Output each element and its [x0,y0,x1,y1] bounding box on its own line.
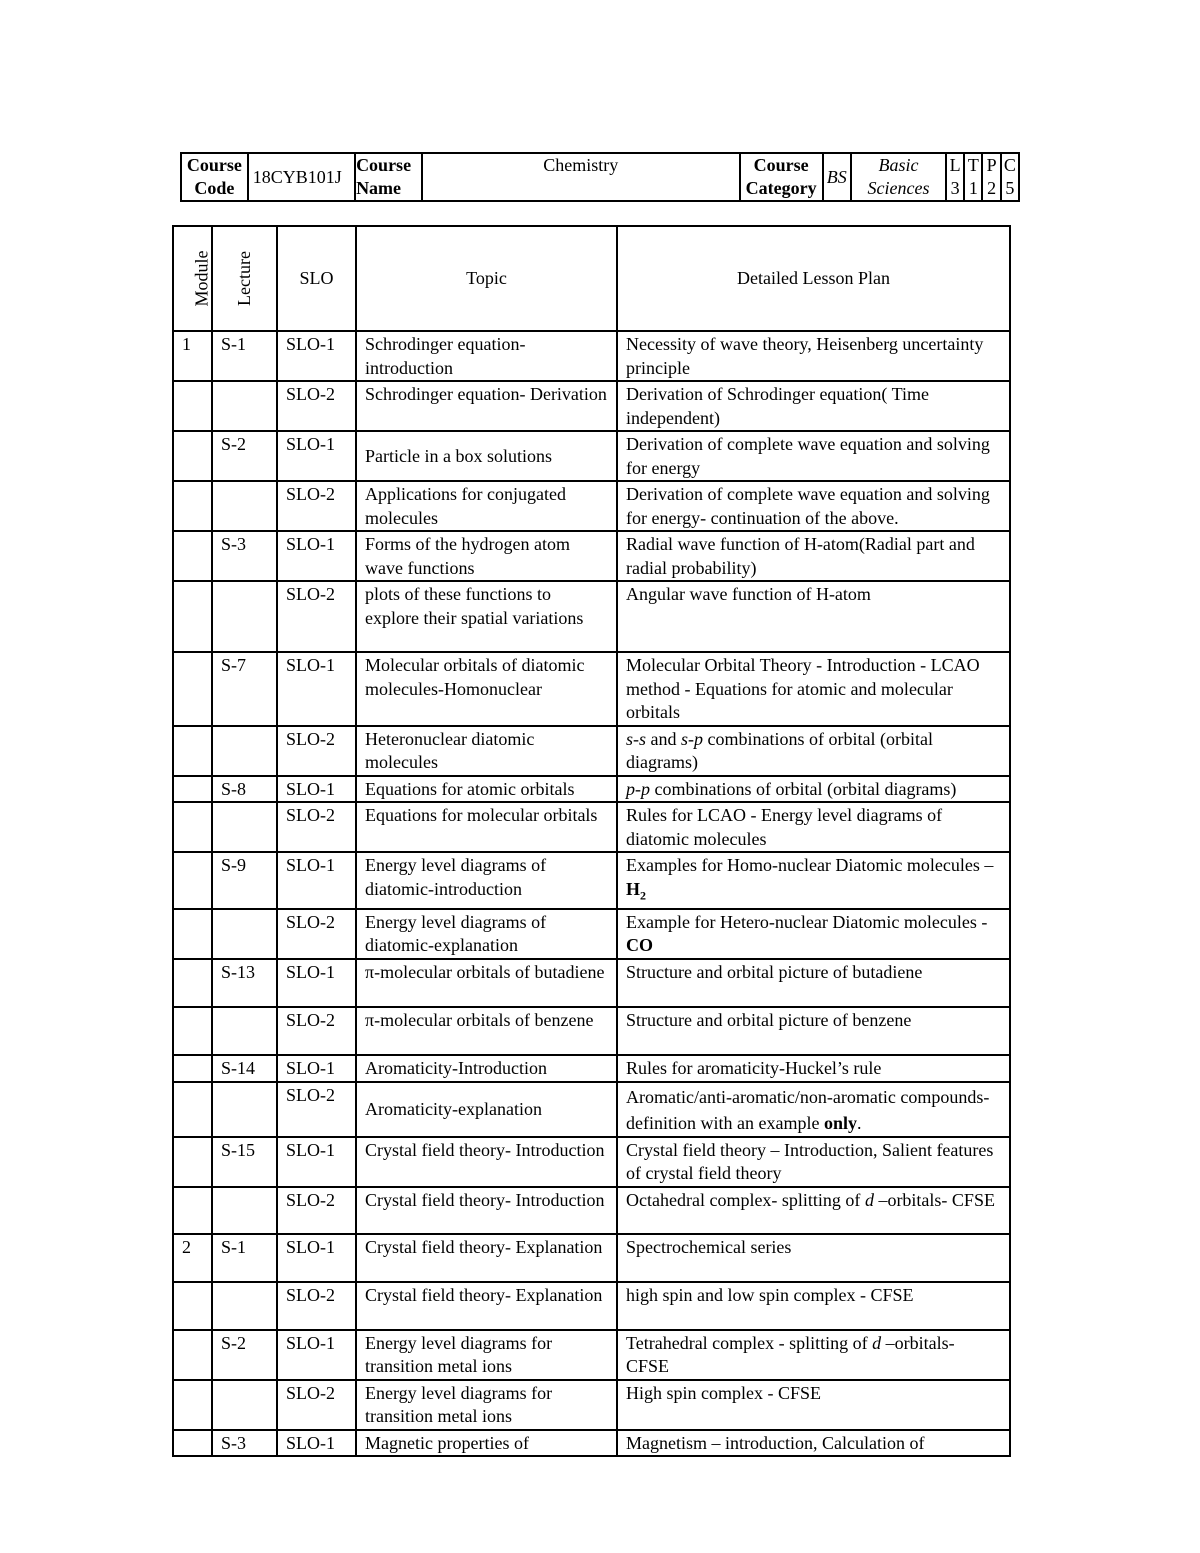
col-header-lecture: Lecture [212,226,277,331]
table-row [173,959,1010,1007]
table-row [173,1007,1010,1055]
module-cell [173,431,212,481]
topic-cell: Aromaticity-explanation [356,1082,617,1137]
lecture-cell: S-3 [212,531,277,581]
plan-cell: p-p combinations of orbital (orbital diagrams) [617,776,1010,803]
lecture-cell: S-9 [212,852,277,909]
topic-cell: Molecular orbitals of diatomic molecules-Homonuclear [356,652,617,726]
table-row [173,1282,1010,1330]
slo-cell: SLO-2 [277,726,356,776]
slo-cell: SLO-1 [277,531,356,581]
module-cell [173,776,212,803]
ltpc-t: T 1 [964,153,982,201]
topic-cell: Aromaticity-Introduction [356,1055,617,1082]
topic-cell: Schrodinger equation-introduction [356,331,617,381]
module-cell [173,1082,212,1137]
topic-cell: Applications for conjugated molecules [356,481,617,531]
slo-cell: SLO-2 [277,1187,356,1234]
lecture-cell [212,381,277,431]
table-row [173,581,1010,652]
plan-cell: Spectrochemical series [617,1234,1010,1282]
table-row [173,431,1010,481]
slo-cell: SLO-1 [277,959,356,1007]
table-row [173,331,1010,381]
slo-cell: SLO-2 [277,1082,356,1137]
plan-cell: Radial wave function of H-atom(Radial part and radial probability) [617,531,1010,581]
ltpc-l: L 3 [946,153,964,201]
lecture-cell [212,1187,277,1234]
table-row [173,852,1010,909]
table-row [173,1234,1010,1282]
slo-cell: SLO-1 [277,1055,356,1082]
slo-cell: SLO-1 [277,1330,356,1380]
table-row [173,1055,1010,1082]
module-cell [173,531,212,581]
table-row [173,776,1010,803]
lecture-cell: S-8 [212,776,277,803]
topic-cell: Equations for atomic orbitals [356,776,617,803]
lesson-plan-table [172,225,1011,1457]
module-cell [173,852,212,909]
plan-cell: Structure and orbital picture of benzene [617,1007,1010,1055]
plan-cell: s-s and s-p combinations of orbital (orbital diagrams) [617,726,1010,776]
table-row [173,1082,1010,1137]
plan-cell: Necessity of wave theory, Heisenberg uncertainty principle [617,331,1010,381]
slo-cell: SLO-2 [277,1282,356,1330]
lecture-cell [212,581,277,652]
module-cell [173,1055,212,1082]
slo-cell: SLO-1 [277,1234,356,1282]
topic-cell: Crystal field theory- Explanation [356,1234,617,1282]
lecture-cell: S-2 [212,431,277,481]
col-header-topic: Topic [356,226,617,331]
module-cell [173,802,212,852]
slo-cell: SLO-1 [277,852,356,909]
slo-cell: SLO-1 [277,331,356,381]
topic-cell: plots of these functions to explore their spatial variations [356,581,617,652]
plan-cell: Magnetism – introduction, Calculation of [617,1430,1010,1457]
slo-cell: SLO-1 [277,1430,356,1457]
lecture-cell: S-3 [212,1430,277,1457]
table-row [173,1330,1010,1380]
module-cell [173,481,212,531]
module-cell: 1 [173,331,212,381]
lecture-cell: S-13 [212,959,277,1007]
topic-cell: Forms of the hydrogen atom wave functions [356,531,617,581]
lecture-cell [212,1380,277,1430]
slo-cell: SLO-2 [277,581,356,652]
slo-cell: SLO-2 [277,1007,356,1055]
slo-cell: SLO-2 [277,909,356,959]
table-row [173,1430,1010,1457]
plan-cell: High spin complex - CFSE [617,1380,1010,1430]
slo-cell: SLO-1 [277,1137,356,1187]
plan-cell: high spin and low spin complex - CFSE [617,1282,1010,1330]
plan-cell: Example for Hetero-nuclear Diatomic molecules - CO [617,909,1010,959]
slo-cell: SLO-2 [277,802,356,852]
topic-cell: Crystal field theory- Introduction [356,1137,617,1187]
col-header-module: Module [173,226,212,331]
lecture-cell: S-7 [212,652,277,726]
module-cell [173,1380,212,1430]
topic-cell: Schrodinger equation- Derivation [356,381,617,431]
module-cell: 2 [173,1234,212,1282]
topic-cell: π-molecular orbitals of benzene [356,1007,617,1055]
topic-cell: Energy level diagrams for transition metal ions [356,1380,617,1430]
plan-cell: Derivation of complete wave equation and solving for energy [617,431,1010,481]
slo-cell: SLO-2 [277,481,356,531]
module-cell [173,652,212,726]
plan-cell: Rules for LCAO - Energy level diagrams of diatomic molecules [617,802,1010,852]
lecture-cell: S-1 [212,331,277,381]
topic-cell: Energy level diagrams of diatomic-explanation [356,909,617,959]
lecture-cell: S-2 [212,1330,277,1380]
course-header-table [180,152,1020,202]
col-header-plan: Detailed Lesson Plan [617,226,1010,331]
slo-cell: SLO-1 [277,776,356,803]
plan-cell: Derivation of complete wave equation and solving for energy- continuation of the above. [617,481,1010,531]
ltpc-c: C 5 [1001,153,1019,201]
topic-cell: Particle in a box solutions [356,431,617,481]
col-header-slo: SLO [277,226,356,331]
category-name: Basic Sciences [851,153,946,201]
table-header-row [173,226,1010,331]
course-code-label: Course Code [181,153,248,201]
lecture-cell [212,1282,277,1330]
topic-cell: Crystal field theory- Introduction [356,1187,617,1234]
table-row [173,909,1010,959]
lecture-cell [212,726,277,776]
slo-cell: SLO-2 [277,1380,356,1430]
topic-cell: Magnetic properties of [356,1430,617,1457]
plan-cell: Aromatic/anti-aromatic/non-aromatic compounds- definition with an example only. [617,1082,1010,1137]
plan-cell: Tetrahedral complex - splitting of d –orbitals- CFSE [617,1330,1010,1380]
plan-cell: Structure and orbital picture of butadiene [617,959,1010,1007]
module-cell [173,1007,212,1055]
lecture-cell [212,802,277,852]
table-row [173,1380,1010,1430]
course-name-label: Course Name [355,153,422,201]
module-cell [173,1330,212,1380]
module-cell [173,726,212,776]
course-code-value: 18CYB101J [248,153,355,201]
module-cell [173,1187,212,1234]
lecture-cell: S-1 [212,1234,277,1282]
table-row [173,531,1010,581]
module-cell [173,381,212,431]
slo-cell: SLO-2 [277,381,356,431]
lecture-cell [212,1082,277,1137]
table-row [173,1187,1010,1234]
plan-cell: Examples for Homo-nuclear Diatomic molecules $-H_2$ [617,852,1010,909]
topic-cell: Energy level diagrams for transition metal ions [356,1330,617,1380]
topic-cell: Heteronuclear diatomic molecules [356,726,617,776]
course-category-label: Course Category [740,153,823,201]
module-cell [173,1430,212,1457]
slo-cell: SLO-1 [277,431,356,481]
plan-cell: Rules for aromaticity-Huckel’s rule [617,1055,1010,1082]
topic-cell: Crystal field theory- Explanation [356,1282,617,1330]
table-row [173,652,1010,726]
topic-cell: Energy level diagrams of diatomic-introduction [356,852,617,909]
lecture-cell [212,909,277,959]
module-cell [173,1137,212,1187]
course-name-value: Chemistry [422,153,740,201]
table-row [173,726,1010,776]
lecture-cell [212,481,277,531]
topic-cell: π-molecular orbitals of butadiene [356,959,617,1007]
ltpc-p: P 2 [982,153,1000,201]
lecture-cell: S-15 [212,1137,277,1187]
module-cell [173,959,212,1007]
plan-cell: Octahedral complex- splitting of d –orbitals- CFSE [617,1187,1010,1234]
category-code: BS [823,153,851,201]
table-row [173,1137,1010,1187]
module-cell [173,909,212,959]
plan-cell: Angular wave function of H-atom [617,581,1010,652]
table-row [173,381,1010,431]
plan-cell: Derivation of Schrodinger equation( Time independent) [617,381,1010,431]
plan-cell: Molecular Orbital Theory - Introduction - LCAO method - Equations for atomic and molecular orbitals [617,652,1010,726]
module-cell [173,581,212,652]
table-row [173,481,1010,531]
table-row [173,802,1010,852]
slo-cell: SLO-1 [277,652,356,726]
module-cell [173,1282,212,1330]
plan-cell: Crystal field theory – Introduction, Salient features of crystal field theory [617,1137,1010,1187]
lecture-cell [212,1007,277,1055]
lecture-cell: S-14 [212,1055,277,1082]
topic-cell: Equations for molecular orbitals [356,802,617,852]
